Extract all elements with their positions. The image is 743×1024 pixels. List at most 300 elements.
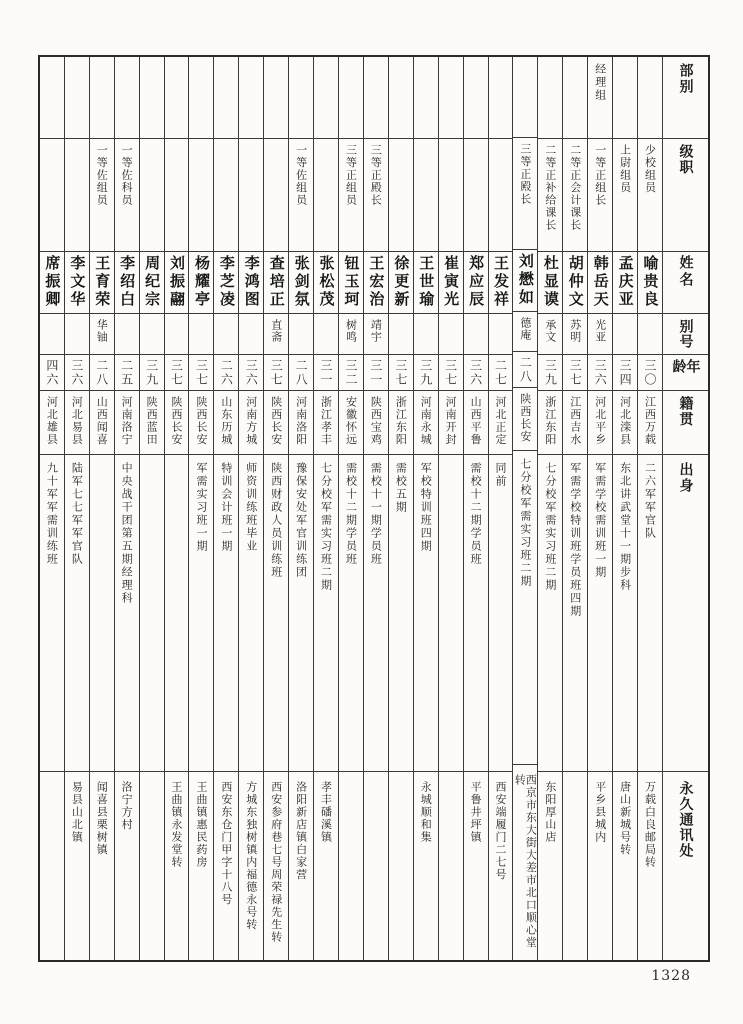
cell-origin [264, 455, 288, 772]
cell-origin [65, 455, 89, 772]
person-age: 二八 [94, 359, 109, 387]
cell-address [165, 772, 189, 960]
person-name: 张剑氛 [292, 255, 311, 309]
person-age: 三〇 [643, 359, 658, 387]
cell-origin [165, 455, 189, 772]
cell-age [489, 355, 513, 391]
cell-native-place [165, 391, 189, 455]
person-column [562, 57, 587, 960]
person-native-place: 河南开封 [444, 396, 458, 446]
person-origin: 东北讲武堂十一期步科 [618, 462, 632, 592]
person-origin: 陆军七七军军官队 [70, 462, 84, 566]
cell-age [464, 355, 488, 391]
person-name: 王育荣 [93, 255, 112, 309]
cell-department [339, 57, 363, 139]
header-cell-age [663, 355, 708, 391]
person-origin: 特训会计班一期 [219, 462, 233, 553]
cell-name [464, 252, 488, 314]
person-column [238, 57, 263, 960]
cell-department [165, 57, 189, 139]
cell-name [189, 252, 213, 314]
person-origin: 军需实习班一期 [194, 462, 208, 553]
cell-origin [563, 455, 587, 772]
person-rank: 一等正组长 [593, 144, 607, 207]
cell-origin [140, 455, 164, 772]
person-column [288, 57, 313, 960]
cell-origin [414, 455, 438, 772]
person-age: 三四 [618, 359, 633, 387]
cell-department [140, 57, 164, 139]
person-name: 李鸿图 [242, 255, 261, 309]
cell-department [588, 57, 612, 139]
person-native-place: 陕西长安 [194, 396, 208, 446]
cell-native-place [414, 391, 438, 455]
person-name: 席振卿 [43, 255, 62, 309]
cell-alias [140, 314, 164, 355]
cell-origin [189, 455, 213, 772]
cell-name [289, 252, 313, 314]
cell-address [65, 772, 89, 960]
header-cell-native-place [663, 391, 708, 455]
person-native-place: 江西万载 [643, 396, 657, 446]
cell-native-place [239, 391, 263, 455]
cell-native-place [389, 391, 413, 455]
cell-rank [414, 139, 438, 252]
person-age: 二六 [219, 359, 234, 387]
person-address: 王曲镇永发堂转 [170, 781, 184, 869]
cell-native-place [364, 391, 388, 455]
person-native-place: 河北正定 [494, 396, 507, 446]
person-name: 杜显谟 [541, 255, 560, 309]
person-native-place: 安徽怀远 [344, 396, 358, 446]
cell-age [364, 355, 388, 391]
cell-alias [115, 314, 139, 355]
person-name: 徐更新 [392, 255, 411, 309]
cell-origin [115, 455, 139, 772]
cell-alias [439, 314, 463, 355]
person-address: 万载白良邮局转 [643, 781, 657, 869]
cell-department [239, 57, 263, 139]
cell-rank [364, 139, 388, 252]
cell-age [214, 355, 238, 391]
person-address: 西安参府巷七号周荣禄先生转 [269, 781, 283, 944]
person-age: 二八 [294, 359, 309, 387]
header-label-age: 年龄 [670, 359, 701, 375]
cell-address [115, 772, 139, 960]
person-name: 郑应辰 [467, 255, 486, 309]
person-column [612, 57, 637, 960]
person-rank: 三等正组员 [344, 144, 358, 207]
cell-native-place [613, 391, 637, 455]
cell-age [638, 355, 662, 391]
cell-age [314, 355, 338, 391]
person-address: 洛宁方村 [120, 781, 134, 831]
cell-department [90, 57, 114, 139]
person-name: 刘懋如 [516, 253, 535, 308]
header-label-rank: 级职 [677, 144, 694, 175]
person-address: 东阳厚山店 [543, 781, 557, 844]
person-age: 三七 [194, 359, 209, 387]
person-native-place: 河南洛阳 [294, 396, 308, 446]
person-name: 李文华 [68, 255, 87, 309]
cell-alias [239, 314, 263, 355]
person-origin: 军需学校特训班学员班四期 [568, 462, 582, 618]
person-address: 方城东独树镇内福德永号转 [244, 781, 258, 931]
cell-department [563, 57, 587, 139]
cell-address [489, 772, 513, 960]
header-cell-address [663, 772, 708, 960]
cell-department [389, 57, 413, 139]
cell-alias [513, 312, 537, 353]
cell-origin [538, 455, 562, 772]
person-native-place: 陕西宝鸡 [369, 396, 383, 446]
person-native-place: 河北滦县 [618, 396, 632, 446]
cell-age [239, 355, 263, 391]
cell-rank [389, 139, 413, 252]
person-column [512, 57, 537, 960]
cell-native-place [464, 391, 488, 455]
person-address: 西安端履门二七号 [494, 781, 507, 881]
cell-native-place [189, 391, 213, 455]
cell-department [538, 57, 562, 139]
cell-address [638, 772, 662, 960]
person-age: 三六 [468, 359, 483, 387]
person-origin: 七分校军需实习班二期 [319, 462, 333, 592]
header-label-native-place: 籍贯 [677, 396, 694, 427]
person-column [637, 57, 662, 960]
header-label-alias: 别号 [677, 319, 694, 349]
person-column [313, 57, 338, 960]
cell-name [339, 252, 363, 314]
cell-department [189, 57, 213, 139]
cell-alias [489, 314, 513, 355]
cell-native-place [289, 391, 313, 455]
cell-native-place [214, 391, 238, 455]
cell-address [239, 772, 263, 960]
header-label-name: 姓名 [677, 255, 694, 289]
cell-rank [140, 139, 164, 252]
person-name: 孟庆亚 [616, 255, 635, 309]
cell-rank [65, 139, 89, 252]
person-address: 闻喜县栗树镇 [95, 781, 109, 856]
person-native-place: 河北易县 [70, 396, 84, 446]
person-age: 三七 [393, 359, 408, 387]
cell-age [414, 355, 438, 391]
person-name: 喻贵良 [641, 255, 660, 309]
person-origin: 需校十二期学员班 [344, 462, 358, 566]
cell-age [538, 355, 562, 391]
cell-department [489, 57, 513, 139]
person-address: 西京市东大街大差市北口顺心堂转 [513, 774, 538, 950]
cell-age [264, 355, 288, 391]
person-name: 钮玉珂 [342, 255, 361, 309]
cell-age [40, 355, 64, 391]
cell-department [513, 57, 537, 138]
person-age: 二七 [493, 359, 508, 387]
cell-age [389, 355, 413, 391]
cell-alias [414, 314, 438, 355]
cell-age [189, 355, 213, 391]
person-address: 易县山北镇 [70, 781, 84, 844]
person-age: 三六 [69, 359, 84, 387]
person-age: 三九 [418, 359, 433, 387]
cell-address [339, 772, 363, 960]
header-cell-origin [663, 455, 708, 772]
cell-native-place [140, 391, 164, 455]
cell-origin [588, 455, 612, 772]
person-native-place: 江西吉水 [568, 396, 582, 446]
cell-name [638, 252, 662, 314]
cell-alias [264, 314, 288, 355]
cell-rank [339, 139, 363, 252]
cell-department [115, 57, 139, 139]
person-alias: 光亚 [593, 319, 607, 343]
person-origin: 七分校军需实习班二期 [543, 462, 557, 592]
person-name: 王世瑜 [417, 255, 436, 309]
cell-alias [563, 314, 587, 355]
cell-origin [289, 455, 313, 772]
person-address: 孝丰磻溪镇 [319, 781, 333, 844]
cell-name [90, 252, 114, 314]
person-name: 李芝凌 [217, 255, 236, 309]
cell-alias [464, 314, 488, 355]
person-address: 平鲁井坪镇 [469, 781, 483, 844]
person-column [40, 57, 64, 960]
person-age: 四六 [44, 359, 59, 387]
person-column [363, 57, 388, 960]
header-cell-rank [663, 139, 708, 252]
person-native-place: 陕西长安 [518, 392, 532, 443]
header-label-address: 永久通讯处 [677, 781, 694, 859]
cell-alias [389, 314, 413, 355]
cell-rank [289, 139, 313, 252]
person-native-place: 陕西蓝田 [145, 396, 159, 446]
cell-origin [513, 451, 537, 765]
cell-department [214, 57, 238, 139]
cell-address [588, 772, 612, 960]
person-native-place: 浙江孝丰 [319, 396, 333, 446]
person-origin: 军需学校需训班一期 [593, 462, 607, 579]
person-column [488, 57, 513, 960]
header-cell-alias [663, 314, 708, 355]
person-native-place: 陕西长安 [269, 396, 283, 446]
person-alias: 靖宇 [369, 319, 383, 343]
cell-name [264, 252, 288, 314]
cell-name [538, 252, 562, 314]
person-age: 三一 [319, 359, 334, 387]
person-age: 二八 [518, 356, 533, 385]
cell-department [414, 57, 438, 139]
person-name: 王宏治 [367, 255, 386, 309]
cell-department [314, 57, 338, 139]
cell-department [439, 57, 463, 139]
cell-alias [289, 314, 313, 355]
person-origin: 军校特训班四期 [419, 462, 433, 553]
cell-alias [65, 314, 89, 355]
cell-age [90, 355, 114, 391]
cell-department [264, 57, 288, 139]
person-native-place: 浙江东阳 [394, 396, 408, 446]
person-age: 三九 [144, 359, 159, 387]
person-name: 刘振翮 [168, 255, 187, 309]
header-cell-name [663, 252, 708, 314]
cell-age [513, 352, 537, 388]
cell-age [115, 355, 139, 391]
cell-name [439, 252, 463, 314]
person-age: 三六 [244, 359, 259, 387]
person-rank: 少校组员 [643, 144, 657, 194]
cell-origin [613, 455, 637, 772]
cell-rank [165, 139, 189, 252]
person-alias: 树鸣 [344, 319, 358, 343]
cell-rank [489, 139, 513, 252]
cell-name [588, 252, 612, 314]
cell-rank [563, 139, 587, 252]
cell-origin [314, 455, 338, 772]
cell-origin [464, 455, 488, 772]
person-column [114, 57, 139, 960]
person-origin: 中央战干团第五期经理科 [120, 462, 134, 605]
cell-alias [165, 314, 189, 355]
cell-name [65, 252, 89, 314]
cell-address [464, 772, 488, 960]
cell-rank [538, 139, 562, 252]
person-column [587, 57, 612, 960]
cell-rank [513, 138, 537, 250]
person-rank: 三等正殿长 [369, 144, 383, 207]
cell-rank [314, 139, 338, 252]
cell-name [140, 252, 164, 314]
cell-age [165, 355, 189, 391]
person-address: 平乡县城内 [593, 781, 607, 844]
person-name: 胡仲文 [566, 255, 585, 309]
person-native-place: 陕西长安 [170, 396, 184, 446]
header-label-department: 部别 [677, 63, 694, 95]
person-native-place: 山东历城 [219, 396, 233, 446]
person-alias: 直斋 [269, 319, 283, 343]
person-address: 永城顺和集 [419, 781, 433, 844]
person-address: 西安东仓门甲字十八号 [219, 781, 233, 906]
person-name: 杨耀亭 [192, 255, 211, 309]
cell-alias [339, 314, 363, 355]
cell-name [165, 252, 189, 314]
person-origin: 九十军军需训练班 [45, 462, 59, 566]
cell-native-place [513, 388, 537, 451]
cell-alias [538, 314, 562, 355]
cell-native-place [65, 391, 89, 455]
cell-rank [638, 139, 662, 252]
person-column [438, 57, 463, 960]
person-rank: 三等正殿长 [518, 143, 532, 206]
person-native-place: 河北平乡 [593, 396, 607, 446]
cell-department [289, 57, 313, 139]
cell-origin [239, 455, 263, 772]
cell-address [40, 772, 64, 960]
cell-origin [439, 455, 463, 772]
person-column [263, 57, 288, 960]
person-native-place: 河南洛宁 [120, 396, 134, 446]
cell-origin [40, 455, 64, 772]
person-alias: 华铀 [95, 319, 109, 343]
cell-name [364, 252, 388, 314]
person-column [463, 57, 488, 960]
cell-age [613, 355, 637, 391]
person-age: 三二 [343, 359, 358, 387]
person-origin: 豫保安处军官训练团 [294, 462, 308, 579]
cell-native-place [90, 391, 114, 455]
person-address: 王曲镇惠民药房 [194, 781, 208, 869]
cell-alias [364, 314, 388, 355]
person-column [388, 57, 413, 960]
cell-name [214, 252, 238, 314]
page-number: 1328 [651, 968, 691, 984]
person-age: 三六 [593, 359, 608, 387]
cell-age [289, 355, 313, 391]
person-native-place: 河南方城 [244, 396, 258, 446]
cell-alias [314, 314, 338, 355]
person-department: 经理组 [593, 63, 607, 102]
cell-name [389, 252, 413, 314]
person-name: 韩岳天 [591, 255, 610, 309]
cell-department [464, 57, 488, 139]
cell-alias [40, 314, 64, 355]
header-cell-department [663, 57, 708, 139]
person-native-place: 浙江东阳 [543, 396, 557, 446]
person-native-place: 山西闻喜 [95, 396, 109, 446]
cell-address [289, 772, 313, 960]
cell-address [140, 772, 164, 960]
person-origin: 师资训练班毕业 [244, 462, 258, 553]
person-rank: 二等正会计课长 [568, 144, 582, 232]
cell-address [613, 772, 637, 960]
person-column [64, 57, 89, 960]
person-alias: 承文 [543, 319, 557, 343]
cell-native-place [538, 391, 562, 455]
cell-rank [214, 139, 238, 252]
cell-rank [90, 139, 114, 252]
cell-address [513, 765, 537, 960]
cell-rank [189, 139, 213, 252]
person-name: 张松茂 [317, 255, 336, 309]
cell-address [389, 772, 413, 960]
cell-address [538, 772, 562, 960]
person-name: 周纪宗 [143, 255, 162, 309]
cell-native-place [439, 391, 463, 455]
cell-origin [638, 455, 662, 772]
cell-alias [90, 314, 114, 355]
person-rank: 上尉组员 [618, 144, 632, 194]
cell-name [513, 250, 537, 311]
person-rank: 一等佐科员 [120, 144, 134, 207]
cell-native-place [588, 391, 612, 455]
cell-age [563, 355, 587, 391]
person-alias: 德庵 [518, 316, 532, 341]
cell-native-place [115, 391, 139, 455]
cell-department [40, 57, 64, 139]
cell-name [40, 252, 64, 314]
person-column [188, 57, 213, 960]
cell-native-place [264, 391, 288, 455]
person-name: 查培正 [267, 255, 286, 309]
person-address: 唐山新城号转 [618, 781, 632, 856]
cell-origin [90, 455, 114, 772]
cell-address [314, 772, 338, 960]
cell-name [613, 252, 637, 314]
cell-name [239, 252, 263, 314]
person-alias: 苏明 [568, 319, 582, 343]
cell-address [414, 772, 438, 960]
person-rank: 二等正补给课长 [543, 144, 557, 232]
